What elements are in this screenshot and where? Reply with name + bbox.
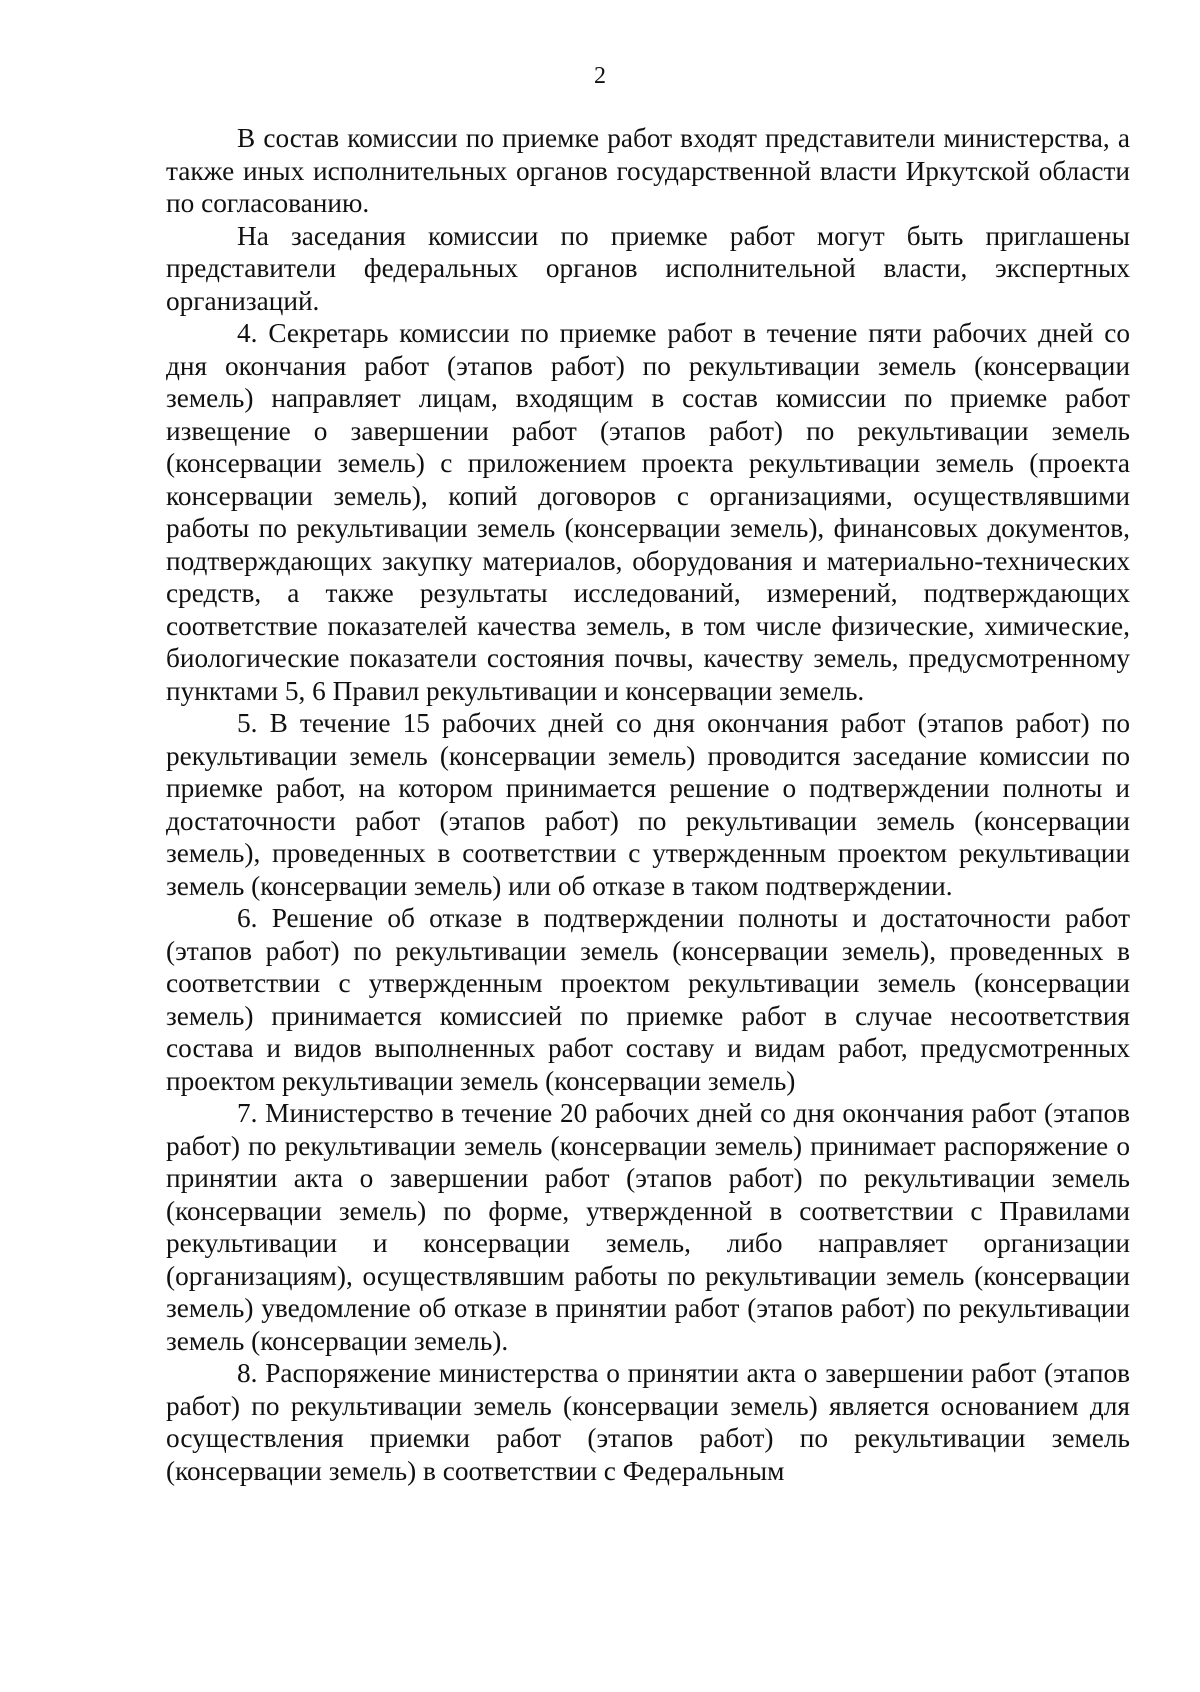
paragraph-item-7: 7. Министерство в течение 20 рабочих дней со дня окончания работ (этапов работ) по рекультивации земель (консервации земель) принимает распоряжение о принятии акта о завершении работ (этапов работ) по рекультивации земель (консервации земель) по форме, утвержденной в соответствии с Правилами рекультивации и консервации земель, либо направляет организации (организациям), осуществлявшим работы по рекультивации земель (консервации земель) уведомление об отказе в принятии работ (этапов работ) по рекультивации земель (консервации земель). — [166, 1098, 1130, 1356]
paragraph-item-8: 8. Распоряжение министерства о принятии акта о завершении работ (этапов работ) по рекультивации земель (консервации земель) является основанием для осуществления приемки работ (этапов работ) по рекультивации земель (консервации земель) в соответствии с Федеральным — [166, 1358, 1130, 1486]
paragraph-item-6: 6. Решение об отказе в подтверждении полноты и достаточности работ (этапов работ) по рекультивации земель (консервации земель), проведенных в соответствии с утвержденным проектом рекультивации земель (консервации земель) принимается комиссией по приемке работ в случае несоответствия состава и видов выполненных работ составу и видам работ, предусмотренных проектом рекультивации земель (консервации земель) — [166, 903, 1130, 1096]
paragraph-item-5: 5. В течение 15 рабочих дней со дня окончания работ (этапов работ) по рекультивации земель (консервации земель) проводится заседание комиссии по приемке работ, на котором принимается решение о подтверждении полноты и достаточности работ (этапов работ) по рекультивации земель (консервации земель), проведенных в соответствии с утвержденным проектом рекультивации земель (консервации земель) или об отказе в таком подтверждении. — [166, 708, 1130, 901]
page-number: 2 — [594, 63, 606, 89]
paragraph-commission-composition: В состав комиссии по приемке работ входят представители министерства, а также иных исполнительных органов государственной власти Иркутской области по согласованию. — [166, 123, 1130, 218]
paragraph-invited-representatives: На заседания комиссии по приемке работ могут быть приглашены представители федеральных органов исполнительной власти, экспертных организаций. — [166, 220, 1130, 316]
document-body — [166, 122, 1130, 1487]
paragraph-item-4: 4. Секретарь комиссии по приемке работ в течение пяти рабочих дней со дня окончания работ (этапов работ) по рекультивации земель (консервации земель) направляет лицам, входящим в состав комиссии по приемке работ извещение о завершении работ (этапов работ) по рекультивации земель (консервации земель) с приложением проекта рекультивации земель (проекта консервации земель), копий договоров с организациями, осуществлявшими работы по рекультивации земель (консервации земель), финансовых документов, подтверждающих закупку материалов, оборудования и материально-технических средств, а также результаты исследований, измерений, подтверждающих соответствие показателей качества земель, в том числе физические, химические, биологические показатели состояния почвы, качеству земель, предусмотренному пунктами 5, 6 Правил рекультивации и консервации земель. — [166, 318, 1130, 706]
